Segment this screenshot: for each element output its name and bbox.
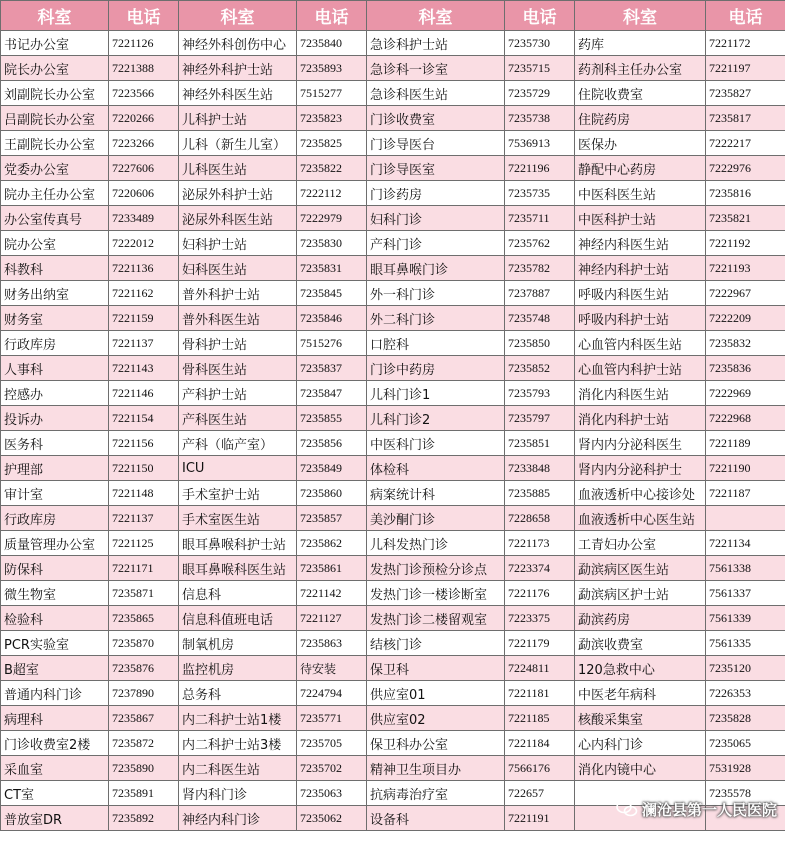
phone-cell: 7221187 (706, 481, 785, 506)
phone-cell: 7531928 (706, 756, 785, 781)
table-row (1, 756, 785, 781)
dept-name-cell: 科教科 (1, 256, 109, 281)
phone-cell: 7221184 (505, 731, 575, 756)
dept-name-cell: 门诊药房 (367, 181, 505, 206)
dept-name-cell: 中医老年病科 (575, 681, 706, 706)
phone-cell: 7223374 (505, 556, 575, 581)
phone-cell: 7221137 (109, 331, 179, 356)
dept-name-cell: 妇科医生站 (179, 256, 297, 281)
phone-cell: 7235831 (297, 256, 367, 281)
phone-cell: 7221154 (109, 406, 179, 431)
dept-name-cell: 儿科门诊1 (367, 381, 505, 406)
phone-cell: 7561335 (706, 631, 785, 656)
dept-name-cell: 吕副院长办公室 (1, 106, 109, 131)
dept-name-cell: 消化内镜中心 (575, 756, 706, 781)
dept-name-cell: 发热门诊二楼留观室 (367, 606, 505, 631)
table-row (1, 56, 785, 81)
dept-name-cell: 信息科 (179, 581, 297, 606)
dept-name-cell: 工青妇办公室 (575, 531, 706, 556)
phone-cell: 7235876 (109, 656, 179, 681)
dept-name-cell: 医保办 (575, 131, 706, 156)
phone-cell: 7220606 (109, 181, 179, 206)
phone-cell: 7235120 (706, 656, 785, 681)
phone-cell: 7226353 (706, 681, 785, 706)
phone-cell: 7221172 (706, 31, 785, 56)
dept-name-cell: 内二科护士站3楼 (179, 731, 297, 756)
table-row (1, 406, 785, 431)
phone-cell: 7235705 (297, 731, 367, 756)
phone-cell: 7235852 (505, 356, 575, 381)
dept-name-cell: 微生物室 (1, 581, 109, 606)
phone-cell: 7566176 (505, 756, 575, 781)
dept-name-cell: 病理科 (1, 706, 109, 731)
table-row (1, 281, 785, 306)
dept-name-cell: 神经内科医生站 (575, 231, 706, 256)
dept-name-cell: 急诊科医生站 (367, 81, 505, 106)
phone-cell: 7235840 (297, 31, 367, 56)
table-row (1, 31, 785, 56)
phone-cell: 7227606 (109, 156, 179, 181)
dept-name-cell: 发热门诊预检分诊点 (367, 556, 505, 581)
dept-name-cell: 核酸采集室 (575, 706, 706, 731)
dept-name-cell: 勐滨药房 (575, 606, 706, 631)
phone-cell: 7235855 (297, 406, 367, 431)
phone-cell: 7222976 (706, 156, 785, 181)
phone-cell: 7221146 (109, 381, 179, 406)
table-row (1, 706, 785, 731)
header-dept: 科室 (367, 1, 505, 31)
dept-name-cell: 保卫科 (367, 656, 505, 681)
phone-cell: 7235771 (297, 706, 367, 731)
dept-name-cell: 保卫科办公室 (367, 731, 505, 756)
dept-name-cell: 血液透析中心医生站 (575, 506, 706, 531)
dept-name-cell: 儿科护士站 (179, 106, 297, 131)
phone-cell: 7235846 (297, 306, 367, 331)
dept-name-cell: 外一科门诊 (367, 281, 505, 306)
phone-cell: 7237890 (109, 681, 179, 706)
table-row (1, 531, 785, 556)
dept-name-cell: 住院收费室 (575, 81, 706, 106)
phone-cell: 7221127 (297, 606, 367, 631)
phone-cell: 7235867 (109, 706, 179, 731)
phone-cell: 7235849 (297, 456, 367, 481)
dept-name-cell: 普通内科门诊 (1, 681, 109, 706)
phone-cell: 7235738 (505, 106, 575, 131)
phone-cell: 7235885 (505, 481, 575, 506)
dept-name-cell: 普外科护士站 (179, 281, 297, 306)
phone-cell: 7221193 (706, 256, 785, 281)
phone-cell: 7235893 (297, 56, 367, 81)
phone-cell: 7237887 (505, 281, 575, 306)
phone-cell: 7235063 (297, 781, 367, 806)
header-phone: 电话 (706, 1, 785, 31)
dept-name-cell: 妇科护士站 (179, 231, 297, 256)
dept-name-cell: 住院药房 (575, 106, 706, 131)
dept-name-cell: 肾内内分泌科护士 (575, 456, 706, 481)
dept-name-cell: 院长办公室 (1, 56, 109, 81)
dept-name-cell: 肾内内分泌科医生 (575, 431, 706, 456)
phone-cell: 7235836 (706, 356, 785, 381)
phone-cell: 7235872 (109, 731, 179, 756)
dept-name-cell: 刘副院长办公室 (1, 81, 109, 106)
phone-cell: 7221173 (505, 531, 575, 556)
dept-name-cell: 投诉办 (1, 406, 109, 431)
dept-name-cell: B超室 (1, 656, 109, 681)
dept-name-cell: 总务科 (179, 681, 297, 706)
dept-name-cell: 病案统计科 (367, 481, 505, 506)
table-row (1, 206, 785, 231)
phone-cell: 7222967 (706, 281, 785, 306)
phone-cell: 7235711 (505, 206, 575, 231)
phone-cell: 7235817 (706, 106, 785, 131)
phone-cell: 7235850 (505, 331, 575, 356)
phone-cell: 7222209 (706, 306, 785, 331)
dept-name-cell: 院办公室 (1, 231, 109, 256)
phone-cell: 7235830 (297, 231, 367, 256)
dept-name-cell: 门诊导医台 (367, 131, 505, 156)
dept-name-cell: 护理部 (1, 456, 109, 481)
phone-cell: 7235862 (297, 531, 367, 556)
phone-cell: 7235870 (109, 631, 179, 656)
table-row (1, 156, 785, 181)
dept-name-cell: 抗病毒治疗室 (367, 781, 505, 806)
dept-name-cell: 眼耳鼻喉门诊 (367, 256, 505, 281)
phone-cell: 7221171 (109, 556, 179, 581)
phone-cell: 7235822 (297, 156, 367, 181)
phone-cell: 7235828 (706, 706, 785, 731)
dept-name-cell: 儿科发热门诊 (367, 531, 505, 556)
dept-name-cell: 骨科医生站 (179, 356, 297, 381)
phone-cell: 7224811 (505, 656, 575, 681)
dept-name-cell: 呼吸内科护士站 (575, 306, 706, 331)
dept-name-cell: 中医科护士站 (575, 206, 706, 231)
phone-cell: 7221181 (505, 681, 575, 706)
phone-cell: 7222217 (706, 131, 785, 156)
dept-name-cell: 眼耳鼻喉科护士站 (179, 531, 297, 556)
table-row (1, 581, 785, 606)
phone-cell: 7221156 (109, 431, 179, 456)
dept-name-cell: 药库 (575, 31, 706, 56)
phone-cell: 7235891 (109, 781, 179, 806)
dept-name-cell: 财务出纳室 (1, 281, 109, 306)
phone-cell: 7222112 (297, 181, 367, 206)
dept-name-cell: ICU (179, 456, 297, 481)
dept-name-cell: 120急救中心 (575, 656, 706, 681)
dept-name-cell: 骨科护士站 (179, 331, 297, 356)
dept-name-cell: 产科护士站 (179, 381, 297, 406)
table-row (1, 331, 785, 356)
phone-cell: 7235851 (505, 431, 575, 456)
wechat-icon (616, 800, 638, 818)
dept-name-cell: 控感办 (1, 381, 109, 406)
dept-name-cell: 门诊收费室 (367, 106, 505, 131)
phone-cell: 7221185 (505, 706, 575, 731)
dept-name-cell: 心血管内科医生站 (575, 331, 706, 356)
dept-name-cell: 静配中心药房 (575, 156, 706, 181)
phone-cell: 7221176 (505, 581, 575, 606)
dept-name-cell: 供应室01 (367, 681, 505, 706)
dept-name-cell: 勐滨病区医生站 (575, 556, 706, 581)
phone-cell: 7235729 (505, 81, 575, 106)
phone-cell: 7235871 (109, 581, 179, 606)
phone-cell (706, 506, 785, 531)
phone-cell: 7221189 (706, 431, 785, 456)
dept-name-cell: 设备科 (367, 806, 505, 831)
phone-cell: 7235861 (297, 556, 367, 581)
dept-name-cell: CT室 (1, 781, 109, 806)
phone-cell: 7515276 (297, 331, 367, 356)
phone-cell: 7221143 (109, 356, 179, 381)
dept-name-cell: 泌尿外科护士站 (179, 181, 297, 206)
dept-name-cell: 儿科门诊2 (367, 406, 505, 431)
table-row (1, 381, 785, 406)
dept-name-cell: 产科医生站 (179, 406, 297, 431)
phone-cell: 7235748 (505, 306, 575, 331)
dept-name-cell: 人事科 (1, 356, 109, 381)
dept-name-cell: 产科门诊 (367, 231, 505, 256)
phone-cell: 7223375 (505, 606, 575, 631)
dept-name-cell: 肾内科门诊 (179, 781, 297, 806)
phone-cell: 7235860 (297, 481, 367, 506)
dept-name-cell: 手术室医生站 (179, 506, 297, 531)
phone-cell: 7235892 (109, 806, 179, 831)
table-row (1, 431, 785, 456)
header-phone: 电话 (297, 1, 367, 31)
phone-cell: 7221179 (505, 631, 575, 656)
dept-name-cell: 药剂科主任办公室 (575, 56, 706, 81)
dept-name-cell: 党委办公室 (1, 156, 109, 181)
table-row (1, 106, 785, 131)
table-row (1, 631, 785, 656)
dept-name-cell: 心内科门诊 (575, 731, 706, 756)
header-row (1, 1, 785, 31)
table-row (1, 306, 785, 331)
phone-cell: 7222968 (706, 406, 785, 431)
dept-name-cell: 急诊科护士站 (367, 31, 505, 56)
watermark (616, 796, 777, 822)
table-row (1, 606, 785, 631)
phone-cell: 722657 (505, 781, 575, 806)
phone-cell: 7235821 (706, 206, 785, 231)
phone-cell: 7221162 (109, 281, 179, 306)
phone-cell: 7223266 (109, 131, 179, 156)
table-row (1, 81, 785, 106)
phone-cell: 7235062 (297, 806, 367, 831)
table-row (1, 356, 785, 381)
phone-cell: 7235793 (505, 381, 575, 406)
dept-name-cell: 产科（临产室） (179, 431, 297, 456)
dept-name-cell: 财务室 (1, 306, 109, 331)
dept-name-cell: 检验科 (1, 606, 109, 631)
dept-name-cell: 发热门诊一楼诊断室 (367, 581, 505, 606)
dept-name-cell: 王副院长办公室 (1, 131, 109, 156)
dept-name-cell: 神经内科护士站 (575, 256, 706, 281)
phone-cell: 7235578 (706, 781, 785, 806)
dept-name-cell: 神经外科护士站 (179, 56, 297, 81)
phone-cell: 7221134 (706, 531, 785, 556)
dept-name-cell: 消化内科医生站 (575, 381, 706, 406)
dept-name-cell: 神经外科创伤中心 (179, 31, 297, 56)
dept-name-cell: 消化内科护士站 (575, 406, 706, 431)
phone-cell: 7235782 (505, 256, 575, 281)
dept-name-cell: 院办主任办公室 (1, 181, 109, 206)
dept-name-cell: 精神卫生项目办 (367, 756, 505, 781)
phone-cell: 7235730 (505, 31, 575, 56)
dept-name-cell: 中医科医生站 (575, 181, 706, 206)
dept-name-cell: 内二科医生站 (179, 756, 297, 781)
phone-cell: 7561339 (706, 606, 785, 631)
dept-name-cell: 监控机房 (179, 656, 297, 681)
phone-cell: 7235857 (297, 506, 367, 531)
dept-name-cell: 行政库房 (1, 331, 109, 356)
dept-name-cell: 呼吸内科医生站 (575, 281, 706, 306)
dept-name-cell: 泌尿外科医生站 (179, 206, 297, 231)
dept-name-cell: 外二科门诊 (367, 306, 505, 331)
header-dept: 科室 (575, 1, 706, 31)
dept-name-cell: 审计室 (1, 481, 109, 506)
dept-name-cell: 质量管理办公室 (1, 531, 109, 556)
table-row (1, 731, 785, 756)
dept-name-cell: PCR实验室 (1, 631, 109, 656)
phone-cell: 7235847 (297, 381, 367, 406)
phone-cell: 7221148 (109, 481, 179, 506)
phone-cell: 7221191 (505, 806, 575, 831)
dept-name-cell: 制氧机房 (179, 631, 297, 656)
dept-name-cell: 神经内科门诊 (179, 806, 297, 831)
dept-name-cell: 供应室02 (367, 706, 505, 731)
dept-name-cell: 神经外科医生站 (179, 81, 297, 106)
dept-name-cell: 勐滨收费室 (575, 631, 706, 656)
table-row (1, 556, 785, 581)
dept-name-cell: 普放室DR (1, 806, 109, 831)
phone-cell: 7235715 (505, 56, 575, 81)
dept-name-cell: 手术室护士站 (179, 481, 297, 506)
dept-name-cell: 儿科（新生儿室） (179, 131, 297, 156)
phone-cell: 7235735 (505, 181, 575, 206)
dept-name-cell: 书记办公室 (1, 31, 109, 56)
phone-cell: 7235827 (706, 81, 785, 106)
phone-cell: 7224794 (297, 681, 367, 706)
phone-cell: 7228658 (505, 506, 575, 531)
dept-name-cell: 血液透析中心接诊处 (575, 481, 706, 506)
table-row (1, 256, 785, 281)
dept-name-cell: 信息科值班电话 (179, 606, 297, 631)
phone-cell: 7235702 (297, 756, 367, 781)
phone-cell: 7233848 (505, 456, 575, 481)
dept-name-cell: 办公室传真号 (1, 206, 109, 231)
phone-cell: 待安装 (297, 656, 367, 681)
phone-cell: 7221150 (109, 456, 179, 481)
phone-cell: 7235832 (706, 331, 785, 356)
dept-name-cell: 医务科 (1, 431, 109, 456)
phone-cell: 7515277 (297, 81, 367, 106)
phone-cell: 7235845 (297, 281, 367, 306)
table-row (1, 456, 785, 481)
dept-name-cell: 普外科医生站 (179, 306, 297, 331)
phone-cell: 7222012 (109, 231, 179, 256)
phone-cell: 7220266 (109, 106, 179, 131)
phone-cell: 7222969 (706, 381, 785, 406)
dept-name-cell: 内二科护士站1楼 (179, 706, 297, 731)
dept-name-cell: 急诊科一诊室 (367, 56, 505, 81)
table-row (1, 656, 785, 681)
dept-name-cell: 采血室 (1, 756, 109, 781)
phone-cell: 7235762 (505, 231, 575, 256)
phone-cell: 7221196 (505, 156, 575, 181)
phone-cell: 7221142 (297, 581, 367, 606)
header-dept: 科室 (179, 1, 297, 31)
phone-cell: 7222979 (297, 206, 367, 231)
phone-cell: 7235797 (505, 406, 575, 431)
phone-cell: 7221190 (706, 456, 785, 481)
phone-cell: 7235837 (297, 356, 367, 381)
phone-cell: 7233489 (109, 206, 179, 231)
phone-cell: 7235856 (297, 431, 367, 456)
table-row (1, 506, 785, 531)
phone-cell: 7221126 (109, 31, 179, 56)
phone-cell: 7221136 (109, 256, 179, 281)
table-row (1, 181, 785, 206)
dept-name-cell: 行政库房 (1, 506, 109, 531)
header-phone: 电话 (109, 1, 179, 31)
header-phone: 电话 (505, 1, 575, 31)
phone-cell: 7235865 (109, 606, 179, 631)
phone-cell: 7221197 (706, 56, 785, 81)
table-row (1, 131, 785, 156)
dept-name-cell: 中医科门诊 (367, 431, 505, 456)
phone-cell: 7235823 (297, 106, 367, 131)
dept-name-cell: 体检科 (367, 456, 505, 481)
dept-name-cell: 眼耳鼻喉科医生站 (179, 556, 297, 581)
phone-cell: 7235065 (706, 731, 785, 756)
directory-body (1, 31, 785, 831)
dept-name-cell: 结核门诊 (367, 631, 505, 656)
phone-cell: 7235825 (297, 131, 367, 156)
phone-cell: 7561337 (706, 581, 785, 606)
dept-name-cell: 口腔科 (367, 331, 505, 356)
phone-cell: 7235890 (109, 756, 179, 781)
phone-cell: 7235816 (706, 181, 785, 206)
dept-name-cell: 勐滨病区护士站 (575, 581, 706, 606)
table-row (1, 231, 785, 256)
phone-cell: 7223566 (109, 81, 179, 106)
phone-cell: 7221137 (109, 506, 179, 531)
table-row (1, 681, 785, 706)
dept-name-cell: 美沙酮门诊 (367, 506, 505, 531)
dept-name-cell: 妇科门诊 (367, 206, 505, 231)
dept-name-cell: 心血管内科护士站 (575, 356, 706, 381)
phone-cell: 7221159 (109, 306, 179, 331)
phone-cell: 7221388 (109, 56, 179, 81)
table-row (1, 481, 785, 506)
phone-cell: 7235863 (297, 631, 367, 656)
phone-cell: 7221125 (109, 531, 179, 556)
phone-cell: 7221192 (706, 231, 785, 256)
dept-name-cell: 儿科医生站 (179, 156, 297, 181)
dept-name-cell: 防保科 (1, 556, 109, 581)
dept-name-cell: 门诊中药房 (367, 356, 505, 381)
phone-cell: 7561338 (706, 556, 785, 581)
dept-name-cell: 门诊导医室 (367, 156, 505, 181)
phone-cell: 7536913 (505, 131, 575, 156)
watermark-text: 澜沧县第一人民医院 (641, 800, 777, 819)
header-dept: 科室 (1, 1, 109, 31)
dept-name-cell: 门诊收费室2楼 (1, 731, 109, 756)
